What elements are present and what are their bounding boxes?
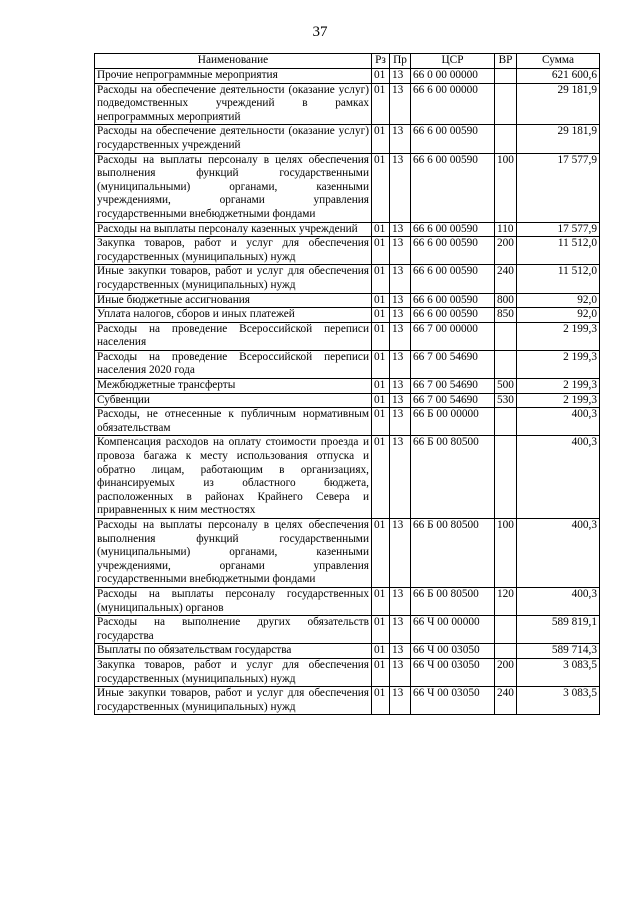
row-csr: 66 6 00 00590 (411, 237, 495, 265)
table-row (95, 83, 600, 125)
row-rz: 01 (372, 644, 390, 659)
row-sum: 11 512,0 (517, 237, 600, 265)
table-row (95, 153, 600, 222)
row-name: Расходы на проведение Всероссийской переписи населения 2020 года (95, 350, 372, 378)
row-name: Расходы на выплаты персоналу в целях обеспечения выполнения функций государственными (муниципальными) органами, казенными учреждениями, органами управления государственными внебюджетными фондами (95, 153, 372, 222)
row-name: Расходы на выполнение других обязательств государства (95, 616, 372, 644)
row-rz: 01 (372, 519, 390, 588)
row-sum: 17 577,9 (517, 153, 600, 222)
row-csr: 66 6 00 00590 (411, 222, 495, 237)
row-sum: 2 199,3 (517, 393, 600, 408)
table-row (95, 408, 600, 436)
table-row (95, 587, 600, 615)
row-csr: 66 Ч 00 03050 (411, 687, 495, 715)
table-row (95, 308, 600, 323)
row-sum: 92,0 (517, 293, 600, 308)
row-name: Расходы на выплаты персоналу в целях обеспечения выполнения функций государственными (муниципальными) органами, казенными учреждениями, органами управления государственными внебюджетными фондами (95, 519, 372, 588)
header-rz: Рз (372, 54, 390, 69)
row-pr: 13 (390, 687, 411, 715)
row-vr: 500 (495, 379, 517, 394)
table-row (95, 658, 600, 686)
row-vr: 100 (495, 519, 517, 588)
row-pr: 13 (390, 408, 411, 436)
row-sum: 2 199,3 (517, 350, 600, 378)
row-vr: 200 (495, 658, 517, 686)
row-pr: 13 (390, 237, 411, 265)
row-rz: 01 (372, 69, 390, 84)
row-rz: 01 (372, 408, 390, 436)
table-body (95, 69, 600, 715)
table-row (95, 237, 600, 265)
page-number: 37 (312, 24, 328, 40)
row-rz: 01 (372, 658, 390, 686)
row-vr: 110 (495, 222, 517, 237)
row-name: Межбюджетные трансферты (95, 379, 372, 394)
row-sum: 3 083,5 (517, 687, 600, 715)
row-csr: 66 7 00 54690 (411, 350, 495, 378)
row-pr: 13 (390, 393, 411, 408)
row-csr: 66 0 00 00000 (411, 69, 495, 84)
row-pr: 13 (390, 293, 411, 308)
row-vr: 800 (495, 293, 517, 308)
row-csr: 66 Б 00 00000 (411, 408, 495, 436)
row-csr: 66 Б 00 80500 (411, 587, 495, 615)
row-rz: 01 (372, 393, 390, 408)
table-row (95, 687, 600, 715)
row-name: Прочие непрограммные мероприятия (95, 69, 372, 84)
row-csr: 66 Б 00 80500 (411, 436, 495, 519)
row-csr: 66 6 00 00590 (411, 308, 495, 323)
row-vr (495, 616, 517, 644)
row-sum: 589 714,3 (517, 644, 600, 659)
row-vr: 240 (495, 687, 517, 715)
row-vr: 240 (495, 265, 517, 293)
row-pr: 13 (390, 83, 411, 125)
row-sum: 29 181,9 (517, 83, 600, 125)
table-row (95, 616, 600, 644)
table-row (95, 125, 600, 153)
row-pr: 13 (390, 658, 411, 686)
row-pr: 13 (390, 436, 411, 519)
table-row (95, 293, 600, 308)
row-name: Расходы на обеспечение деятельности (оказание услуг) государственных учреждений (95, 125, 372, 153)
row-rz: 01 (372, 436, 390, 519)
row-name: Уплата налогов, сборов и иных платежей (95, 308, 372, 323)
row-sum: 3 083,5 (517, 658, 600, 686)
row-rz: 01 (372, 293, 390, 308)
row-rz: 01 (372, 322, 390, 350)
table-row (95, 644, 600, 659)
row-name: Компенсация расходов на оплату стоимости проезда и провоза багажа к месту использования отпуска и обратно лицам, работающим в организациях, финансируемых из областного бюджета, расположенных в районах Крайнего Севера и приравненных к ним местностях (95, 436, 372, 519)
table-row (95, 519, 600, 588)
row-vr (495, 125, 517, 153)
row-pr: 13 (390, 616, 411, 644)
row-rz: 01 (372, 83, 390, 125)
row-rz: 01 (372, 687, 390, 715)
row-name: Иные закупки товаров, работ и услуг для обеспечения государственных (муниципальных) нужд (95, 265, 372, 293)
row-pr: 13 (390, 222, 411, 237)
table-row (95, 436, 600, 519)
row-rz: 01 (372, 153, 390, 222)
row-csr: 66 6 00 00590 (411, 293, 495, 308)
row-sum: 17 577,9 (517, 222, 600, 237)
header-sum: Сумма (517, 54, 600, 69)
row-rz: 01 (372, 308, 390, 323)
row-rz: 01 (372, 587, 390, 615)
row-sum: 92,0 (517, 308, 600, 323)
row-csr: 66 6 00 00590 (411, 265, 495, 293)
row-sum: 29 181,9 (517, 125, 600, 153)
row-name: Субвенции (95, 393, 372, 408)
table-row (95, 379, 600, 394)
row-vr (495, 69, 517, 84)
row-vr (495, 436, 517, 519)
row-name: Закупка товаров, работ и услуг для обеспечения государственных (муниципальных) нужд (95, 237, 372, 265)
header-pr: Пр (390, 54, 411, 69)
row-vr: 530 (495, 393, 517, 408)
row-vr (495, 350, 517, 378)
row-csr: 66 6 00 00000 (411, 83, 495, 125)
row-name: Расходы на проведение Всероссийской переписи населения (95, 322, 372, 350)
row-csr: 66 Ч 00 03050 (411, 644, 495, 659)
budget-table (94, 53, 600, 715)
row-name: Расходы, не отнесенные к публичным нормативным обязательствам (95, 408, 372, 436)
table-row (95, 350, 600, 378)
row-pr: 13 (390, 69, 411, 84)
row-pr: 13 (390, 350, 411, 378)
row-csr: 66 6 00 00590 (411, 153, 495, 222)
row-vr: 200 (495, 237, 517, 265)
row-csr: 66 7 00 54690 (411, 379, 495, 394)
header-name: Наименование (95, 54, 372, 69)
row-name: Расходы на обеспечение деятельности (оказание услуг) подведомственных учреждений в рамках непрограммных мероприятий (95, 83, 372, 125)
row-name: Выплаты по обязательствам государства (95, 644, 372, 659)
row-vr: 120 (495, 587, 517, 615)
row-pr: 13 (390, 265, 411, 293)
header-vr: ВР (495, 54, 517, 69)
row-rz: 01 (372, 379, 390, 394)
row-name: Иные бюджетные ассигнования (95, 293, 372, 308)
table-row (95, 69, 600, 84)
row-vr: 100 (495, 153, 517, 222)
row-name: Закупка товаров, работ и услуг для обеспечения государственных (муниципальных) нужд (95, 658, 372, 686)
row-vr: 850 (495, 308, 517, 323)
row-sum: 2 199,3 (517, 322, 600, 350)
row-pr: 13 (390, 308, 411, 323)
row-csr: 66 7 00 54690 (411, 393, 495, 408)
row-pr: 13 (390, 587, 411, 615)
row-sum: 400,3 (517, 587, 600, 615)
row-sum: 589 819,1 (517, 616, 600, 644)
row-csr: 66 Б 00 80500 (411, 519, 495, 588)
row-sum: 11 512,0 (517, 265, 600, 293)
table-header-row (95, 54, 600, 69)
row-rz: 01 (372, 125, 390, 153)
row-pr: 13 (390, 644, 411, 659)
row-rz: 01 (372, 265, 390, 293)
row-vr (495, 408, 517, 436)
header-csr: ЦСР (411, 54, 495, 69)
row-rz: 01 (372, 237, 390, 265)
table-row (95, 222, 600, 237)
row-csr: 66 7 00 00000 (411, 322, 495, 350)
row-sum: 400,3 (517, 436, 600, 519)
row-csr: 66 Ч 00 03050 (411, 658, 495, 686)
table-row (95, 322, 600, 350)
row-vr (495, 83, 517, 125)
table-row (95, 265, 600, 293)
row-name: Иные закупки товаров, работ и услуг для обеспечения государственных (муниципальных) нужд (95, 687, 372, 715)
row-pr: 13 (390, 322, 411, 350)
row-csr: 66 Ч 00 00000 (411, 616, 495, 644)
row-name: Расходы на выплаты персоналу казенных учреждений (95, 222, 372, 237)
row-sum: 400,3 (517, 408, 600, 436)
row-sum: 621 600,6 (517, 69, 600, 84)
row-csr: 66 6 00 00590 (411, 125, 495, 153)
row-rz: 01 (372, 222, 390, 237)
table-row (95, 393, 600, 408)
row-sum: 2 199,3 (517, 379, 600, 394)
row-pr: 13 (390, 153, 411, 222)
row-sum: 400,3 (517, 519, 600, 588)
row-rz: 01 (372, 616, 390, 644)
row-pr: 13 (390, 125, 411, 153)
row-vr (495, 322, 517, 350)
row-rz: 01 (372, 350, 390, 378)
row-vr (495, 644, 517, 659)
row-name: Расходы на выплаты персоналу государственных (муниципальных) органов (95, 587, 372, 615)
row-pr: 13 (390, 379, 411, 394)
row-pr: 13 (390, 519, 411, 588)
